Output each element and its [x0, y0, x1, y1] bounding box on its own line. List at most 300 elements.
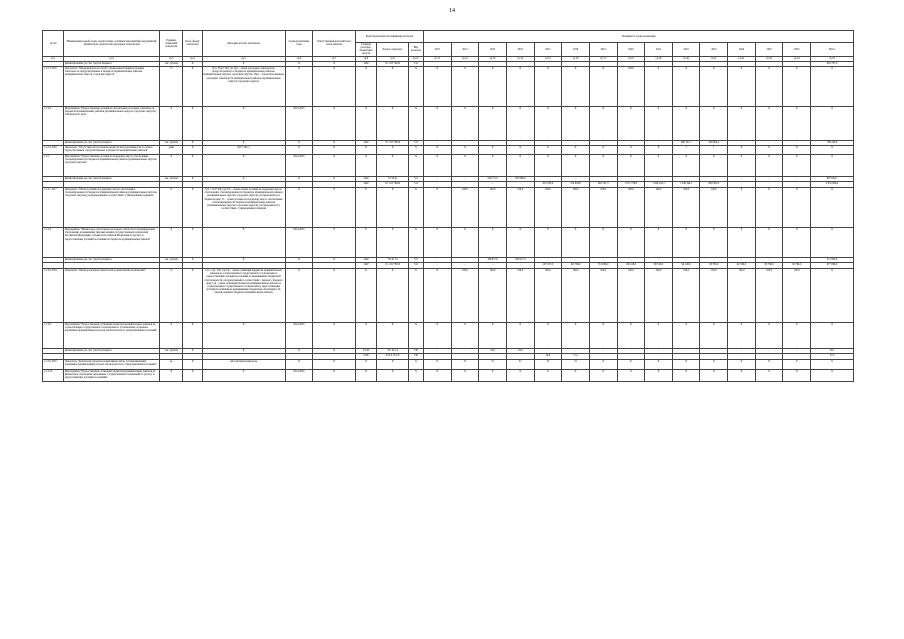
- table-cell: Х: [285, 257, 313, 262]
- table-cell: Х: [285, 176, 313, 181]
- table-cell: Х: [377, 66, 409, 106]
- table-cell: -: [700, 176, 728, 181]
- column-index-cell: гр.9: [377, 56, 409, 61]
- table-cell: Х: [202, 154, 285, 176]
- col-term-header: Сроки реализации, годы: [285, 31, 313, 57]
- table-cell: Х: [728, 227, 756, 257]
- table-cell: -: [755, 257, 783, 262]
- table-cell: Сф = Сф / 100, где Сф – объем субвенций бюджетам муниципальных районов на осуществление государственного полномочия по предоставлению дотаций поселениям за выравнивание бюджетной обеспеченности, распределенный в соответствии с законом о бюджете края; Сф – объем субвенций бюджетам муниципальных районов на осуществление государственного полномочия по предоставлению дотаций поселениям на выравнивание бюджетной обеспеченности, перечисленный в бюджеты муниципальных районов: [202, 268, 285, 322]
- table-cell: Х: [160, 227, 183, 257]
- table-cell: -: [451, 353, 479, 359]
- table-cell: 31: [451, 359, 479, 369]
- table-cell: -: [728, 181, 756, 187]
- table-cell: 100,0: [451, 187, 479, 227]
- table-cell: Х: [506, 66, 534, 106]
- table-cell: Х: [313, 66, 356, 106]
- table-cell: Х: [728, 322, 756, 348]
- indicators-table: [42, 30, 854, 382]
- table-cell: -: [755, 140, 783, 145]
- table-cell: -: [506, 353, 534, 359]
- table-cell: Х: [811, 227, 854, 257]
- table-cell: Х: [160, 322, 183, 348]
- table-cell: 530: [409, 353, 424, 359]
- table-cell: 01 06: [355, 348, 376, 353]
- table-cell: -: [755, 353, 783, 359]
- table-cell: Х: [423, 187, 451, 227]
- table-cell: 1402: [355, 181, 376, 187]
- table-cell: Х: [645, 66, 673, 106]
- table-cell: -: [728, 257, 756, 262]
- col-section-header: Раздел, подраздел: [377, 42, 409, 56]
- table-cell: Х: [783, 187, 811, 227]
- table-cell: -: [451, 181, 479, 187]
- column-index-cell: гр.2: [64, 56, 160, 61]
- table-cell: -: [479, 181, 507, 187]
- table-cell: Х: [423, 66, 451, 106]
- table-cell: Х: [672, 227, 700, 257]
- col-grbs-header: Главный распоряд. бюджетных средств: [355, 42, 376, 56]
- table-cell: -: [423, 262, 451, 268]
- table-cell: -: [728, 140, 756, 145]
- table-cell: 802 741,3: [589, 181, 617, 187]
- table-cell: -: [479, 262, 507, 268]
- table-cell: %: [160, 187, 183, 227]
- table-cell: Х: [783, 227, 811, 257]
- column-index-cell: гр.24: [783, 56, 811, 61]
- table-cell: 2014-2025: [285, 227, 313, 257]
- table-cell: 31: [562, 359, 590, 369]
- column-index-cell: гр.5: [202, 56, 285, 61]
- table-row: [43, 322, 854, 348]
- table-cell: Х: [811, 359, 854, 369]
- table-cell: -: [562, 348, 590, 353]
- table-cell: Х: [562, 369, 590, 381]
- column-index-cell: гр.15: [534, 56, 562, 61]
- page-number: 14: [449, 8, 455, 14]
- table-cell: 100,0: [562, 268, 590, 322]
- table-cell: Дп*1 Пп=1: [202, 145, 285, 154]
- table-cell: 100,0: [645, 268, 673, 322]
- table-cell: Х: [506, 106, 534, 140]
- table-cell: 512: [409, 61, 424, 66]
- table-cell: 99 519,0: [645, 262, 673, 268]
- table-cell: 31: [534, 359, 562, 369]
- table-cell: Х: [409, 66, 424, 106]
- table-cell: Х: [377, 359, 409, 369]
- table-cell: 512: [409, 140, 424, 145]
- year-header: 2025: [755, 42, 783, 56]
- table-cell: Х: [423, 359, 451, 369]
- column-index-cell: гр.20: [672, 56, 700, 61]
- table-cell: -: [645, 353, 673, 359]
- column-index-cell: гр.3: [160, 56, 183, 61]
- table-cell: Х: [728, 359, 756, 369]
- table-cell: Х: [313, 145, 356, 154]
- table-cell: 31: [506, 359, 534, 369]
- table-cell: 1402: [355, 176, 376, 181]
- table-cell: -: [617, 140, 645, 145]
- column-index-cell: гр.4: [183, 56, 202, 61]
- table-cell: Х: [811, 369, 854, 381]
- table-cell: 100,0: [645, 187, 673, 227]
- table-cell: Х: [202, 369, 285, 381]
- table-cell: Показатель "Объем выплаты на оплату объемов выполнения расходных обязательств, предусмотренных в бюджетах муниципальных районов, муниципальных округов, городских округов": [64, 66, 160, 106]
- table-cell: -: [728, 176, 756, 181]
- table-cell: Х: [562, 106, 590, 140]
- table-cell: -: [672, 353, 700, 359]
- table-cell: Х: [783, 369, 811, 381]
- year-header: 2014: [451, 42, 479, 56]
- table-cell: Х: [183, 140, 202, 145]
- table-cell: Х: [285, 66, 313, 106]
- table-cell: -: [755, 348, 783, 353]
- table-cell: Х: [506, 227, 534, 257]
- table-cell: Х: [183, 145, 202, 154]
- table-cell: -: [783, 140, 811, 145]
- table-cell: 2013-2025: [285, 106, 313, 140]
- table-cell: -: [451, 140, 479, 145]
- table-cell: Х: [355, 145, 376, 154]
- table-cell: Х: [589, 106, 617, 140]
- table-cell: Мероприятие "Предоставление субвенций бюджетам муниципальных районов на осуществление государственного полномочия по установлению отдельных нормативов формирования расходов органов местного самоуправления поселений": [64, 322, 160, 348]
- table-cell: -: [451, 262, 479, 268]
- table-cell: -: [562, 176, 590, 181]
- table-cell: 351 066,0: [589, 262, 617, 268]
- table-cell: Показатель "Объем дотаций на поддержку мер по обеспечению сбалансированности бюджетов муниципальных районов (муниципальных округов, городских округов), распределенный в соответствии с утвержденным порядком": [64, 187, 160, 227]
- table-cell: Х: [700, 322, 728, 348]
- year-header: 2023: [700, 42, 728, 56]
- table-cell: -: [645, 140, 673, 145]
- table-cell: Х: [755, 66, 783, 106]
- table-cell: -: [617, 348, 645, 353]
- table-cell: Х: [183, 348, 202, 353]
- table-row: [43, 268, 854, 322]
- table-cell: 1.1.3.10.: [43, 369, 64, 381]
- table-cell: 1 071 756,8: [617, 181, 645, 187]
- table-cell: -: [451, 176, 479, 181]
- table-cell: Х: [285, 187, 313, 227]
- table-cell: 100,0: [479, 187, 507, 227]
- table-cell: 521 02 14: [377, 348, 409, 353]
- table-cell: 19,8: [479, 348, 507, 353]
- table-cell: 100,0: [617, 66, 645, 106]
- col-num-header: № п/п: [43, 31, 64, 57]
- table-cell: 100,0: [506, 187, 534, 227]
- column-index-cell: гр.14: [506, 56, 534, 61]
- table-cell: %: [160, 66, 183, 106]
- table-cell: тыс. рублей: [160, 140, 183, 145]
- table-cell: Х: [313, 154, 356, 176]
- table-cell: 100,0: [589, 187, 617, 227]
- table-cell: -: [589, 140, 617, 145]
- table-cell: Х: [783, 154, 811, 176]
- table-cell: Х: [409, 154, 424, 176]
- table-cell: Х: [645, 369, 673, 381]
- table-cell: Х: [755, 154, 783, 176]
- table-cell: 816 787,0: [811, 61, 854, 66]
- table-cell: Х: [313, 187, 356, 227]
- table-cell: Х: [783, 359, 811, 369]
- table-cell: 977 096,0: [811, 262, 854, 268]
- table-cell: Х: [506, 145, 534, 154]
- table-cell: финансирование (за счет средств бюджета: [64, 140, 160, 145]
- table-cell: Х: [355, 268, 376, 322]
- table-cell: финансирование (за счет средств бюджета: [64, 176, 160, 181]
- table-cell: Х: [672, 66, 700, 106]
- table-cell: Х: [589, 359, 617, 369]
- table-cell: Х: [811, 322, 854, 348]
- year-header: 2019: [589, 42, 617, 56]
- table-cell: -: [589, 353, 617, 359]
- table-cell: 1.1.2.: [43, 154, 64, 176]
- table-cell: -: [617, 257, 645, 262]
- table-cell: Х: [811, 154, 854, 176]
- table-cell: -: [672, 257, 700, 262]
- table-cell: 39,7: [811, 348, 854, 353]
- table-cell: -: [423, 348, 451, 353]
- column-index-cell: гр.10: [409, 56, 424, 61]
- table-cell: Х: [183, 187, 202, 227]
- table-cell: Х: [355, 66, 376, 106]
- table-cell: Х: [377, 145, 409, 154]
- column-index-cell: гр.22: [728, 56, 756, 61]
- table-cell: 169 917,0: [506, 257, 534, 262]
- table-row: [43, 66, 854, 106]
- table-cell: -: [423, 176, 451, 181]
- table-cell: Х: [811, 66, 854, 106]
- table-cell: Х: [423, 227, 451, 257]
- table-cell: Х: [755, 322, 783, 348]
- table-cell: 849 381,6: [700, 181, 728, 187]
- table-cell: Х: [811, 187, 854, 227]
- table-row: [43, 145, 854, 154]
- table-cell: Х: [617, 359, 645, 369]
- table-cell: -: [534, 140, 562, 145]
- table-cell: 94 126,0: [672, 262, 700, 268]
- table-cell: Показатель "Объем расходных обязательств за выполнение полномочий": [64, 268, 160, 322]
- table-cell: 297 917,0: [534, 262, 562, 268]
- column-index-cell: гр.19: [645, 56, 673, 61]
- table-row: [43, 106, 854, 140]
- table-cell: -: [755, 176, 783, 181]
- table-cell: 100,0: [534, 187, 562, 227]
- table-cell: Х: [645, 227, 673, 257]
- table-cell: Х: [313, 176, 356, 181]
- table-cell: Х: [479, 154, 507, 176]
- table-cell: Х: [313, 348, 356, 353]
- table-cell: 37,0: [811, 353, 854, 359]
- table-cell: Х: [589, 227, 617, 257]
- table-cell: Х: [534, 154, 562, 176]
- year-header: 2016: [506, 42, 534, 56]
- column-index-cell: гр.1: [43, 56, 64, 61]
- table-cell: -: [451, 257, 479, 262]
- table-cell: -: [423, 140, 451, 145]
- table-cell: Х: [377, 369, 409, 381]
- table-cell: -: [645, 176, 673, 181]
- col-method-header: Методика расчета показателя: [202, 31, 285, 57]
- table-cell: Х: [645, 359, 673, 369]
- table-cell: Х: [506, 322, 534, 348]
- table-cell: Х: [451, 66, 479, 106]
- table-cell: 100,0: [451, 268, 479, 322]
- table-cell: 100,0: [479, 268, 507, 322]
- table-cell: тыс. рублей: [160, 176, 183, 181]
- table-cell: Х: [700, 369, 728, 381]
- table-cell: Х: [479, 106, 507, 140]
- table-cell: Х: [202, 227, 285, 257]
- table-cell: Х: [534, 369, 562, 381]
- table-cell: -: [783, 181, 811, 187]
- table-cell: Х: [562, 66, 590, 106]
- table-cell: ед.: [160, 359, 183, 369]
- table-cell: Х: [183, 257, 202, 262]
- table-cell: Х: [409, 227, 424, 257]
- table-cell: Х: [409, 145, 424, 154]
- table-cell: 71710 01: [377, 176, 409, 181]
- table-cell: Х: [755, 145, 783, 154]
- table-cell: Х: [672, 322, 700, 348]
- table-cell: Х: [423, 322, 451, 348]
- table-cell: Х: [645, 145, 673, 154]
- table-cell: 100,0: [700, 268, 728, 322]
- table-cell: 19,8: [534, 353, 562, 359]
- table-cell: -: [700, 348, 728, 353]
- table-cell: Х: [313, 322, 356, 348]
- table-cell: тыс. рублей: [160, 61, 183, 66]
- table-cell: Х: [562, 227, 590, 257]
- table-cell: %: [160, 268, 183, 322]
- table-cell: Х: [728, 369, 756, 381]
- table-cell: -: [783, 176, 811, 181]
- table-cell: Х: [285, 140, 313, 145]
- table-cell: Х: [183, 322, 202, 348]
- table-cell: -: [534, 348, 562, 353]
- table-cell: 1.1.3.1. П17: [43, 187, 64, 227]
- table-cell: Х: [313, 106, 356, 140]
- col-coef-header: Коэф. фонда/ показателя: [183, 31, 202, 57]
- table-cell: Х: [506, 369, 534, 381]
- table-cell: Х: [755, 369, 783, 381]
- table-cell: 100,0: [672, 268, 700, 322]
- table-cell: -: [617, 353, 645, 359]
- table-cell: Х: [451, 145, 479, 154]
- table-cell: 511: [409, 176, 424, 181]
- table-cell: 01 1 02 76020: [377, 181, 409, 187]
- table-cell: Х: [202, 106, 285, 140]
- table-row: [43, 154, 854, 176]
- table-cell: Х: [285, 268, 313, 322]
- table-cell: 100,0: [617, 268, 645, 322]
- table-cell: Х: [534, 106, 562, 140]
- table-cell: Х: [183, 61, 202, 66]
- table-cell: 723 01 01: [377, 257, 409, 262]
- table-cell: -: [645, 257, 673, 262]
- table-row: [43, 227, 854, 257]
- table-cell: Х: [700, 106, 728, 140]
- table-cell: -: [783, 257, 811, 262]
- table-cell: Х: [672, 359, 700, 369]
- table-cell: Х: [377, 154, 409, 176]
- table-cell: 2014-2025: [285, 154, 313, 176]
- table-cell: Х: [562, 145, 590, 154]
- table-cell: -: [672, 348, 700, 353]
- table-cell: Х: [755, 187, 783, 227]
- table-cell: 2014-2025: [285, 369, 313, 381]
- table-cell: Х: [811, 268, 854, 322]
- column-index-cell: гр.12: [451, 56, 479, 61]
- table-cell: Х: [755, 106, 783, 140]
- table-cell: Х: [617, 154, 645, 176]
- column-index-cell: гр.7: [313, 56, 356, 61]
- table-cell: Х: [285, 145, 313, 154]
- table-cell: 93 706,0: [755, 262, 783, 268]
- table-cell: Х: [783, 66, 811, 106]
- table-cell: Мероприятие "Предоставление субвенций бюджетам муниципальных районов на финансовое обеспечение переданных государственных полномочий по расчету и предоставлению дотаций поселениям": [64, 369, 160, 381]
- table-cell: Х: [700, 154, 728, 176]
- table-cell: Х: [423, 145, 451, 154]
- column-index-cell: гр.6: [285, 56, 313, 61]
- table-cell: Х: [202, 61, 285, 66]
- column-index-cell: гр.11: [423, 56, 451, 61]
- table-cell: Х: [313, 369, 356, 381]
- table-cell: -: [423, 257, 451, 262]
- table-cell: 100,0: [562, 187, 590, 227]
- table-cell: 309 804,4: [700, 140, 728, 145]
- table-cell: Уро=Упро*100, где Уро – объем расходных обязательств, предусмотренного в бюджетах муниципальных районов, муниципальных округов, городских округов; Упро – объем исполненных расходных обязательств муниципальных районов, муниципальных округов, городских округов: [202, 66, 285, 106]
- table-cell: Х: [160, 154, 183, 176]
- table-cell: 1 249 344,1: [672, 181, 700, 187]
- table-cell: 799 246,9: [811, 140, 854, 145]
- column-index-cell: гр.23: [755, 56, 783, 61]
- table-body: [43, 61, 854, 381]
- table-cell: Х: [355, 322, 376, 348]
- table-cell: 100,0: [672, 187, 700, 227]
- table-cell: Х: [617, 369, 645, 381]
- table-row: [43, 359, 854, 369]
- table-row: [43, 187, 854, 227]
- table-cell: 169 917,0: [479, 257, 507, 262]
- table-cell: 1 040 244,1: [645, 181, 673, 187]
- table-cell: 367 868,6: [506, 176, 534, 181]
- table-cell: -: [423, 181, 451, 187]
- table-cell: Х: [423, 268, 451, 322]
- table-cell: 1402: [355, 140, 376, 145]
- table-cell: Х: [313, 359, 356, 369]
- table-cell: -: [562, 140, 590, 145]
- budget-group-header: Коды бюджетной классификации расходов: [355, 31, 423, 43]
- table-cell: Х: [672, 369, 700, 381]
- table-cell: 2014-2025: [285, 322, 313, 348]
- table-cell: 17,2: [562, 353, 590, 359]
- table-cell: -: [506, 262, 534, 268]
- col-name-header: Наименование целей, задач, подпрограмм, основных мероприятий, мероприятий, индикаторов, показателей, критериев, показателей: [64, 31, 160, 57]
- table-cell: Мероприятие "Предоставление дотаций на поддержку мер по обеспечению сбалансированности бюджетов муниципальных районов (муниципальных округов, городских округов)": [64, 154, 160, 176]
- table-cell: Х: [811, 106, 854, 140]
- table-cell: Х: [183, 66, 202, 106]
- col-executor-header: Ответственный исполнитель и соисполнитель: [313, 31, 356, 57]
- table-cell: Х: [183, 106, 202, 140]
- table-cell: 100,0: [700, 187, 728, 227]
- table-cell: 1402: [355, 61, 376, 66]
- table-cell: -: [589, 348, 617, 353]
- col-total-header: Итого: [811, 42, 854, 56]
- values-group-header: Значения по годам реализации: [423, 31, 853, 43]
- table-cell: Х: [700, 227, 728, 257]
- year-header: 2015: [479, 42, 507, 56]
- table-cell: 92 766,0: [783, 262, 811, 268]
- column-index-cell: гр.21: [700, 56, 728, 61]
